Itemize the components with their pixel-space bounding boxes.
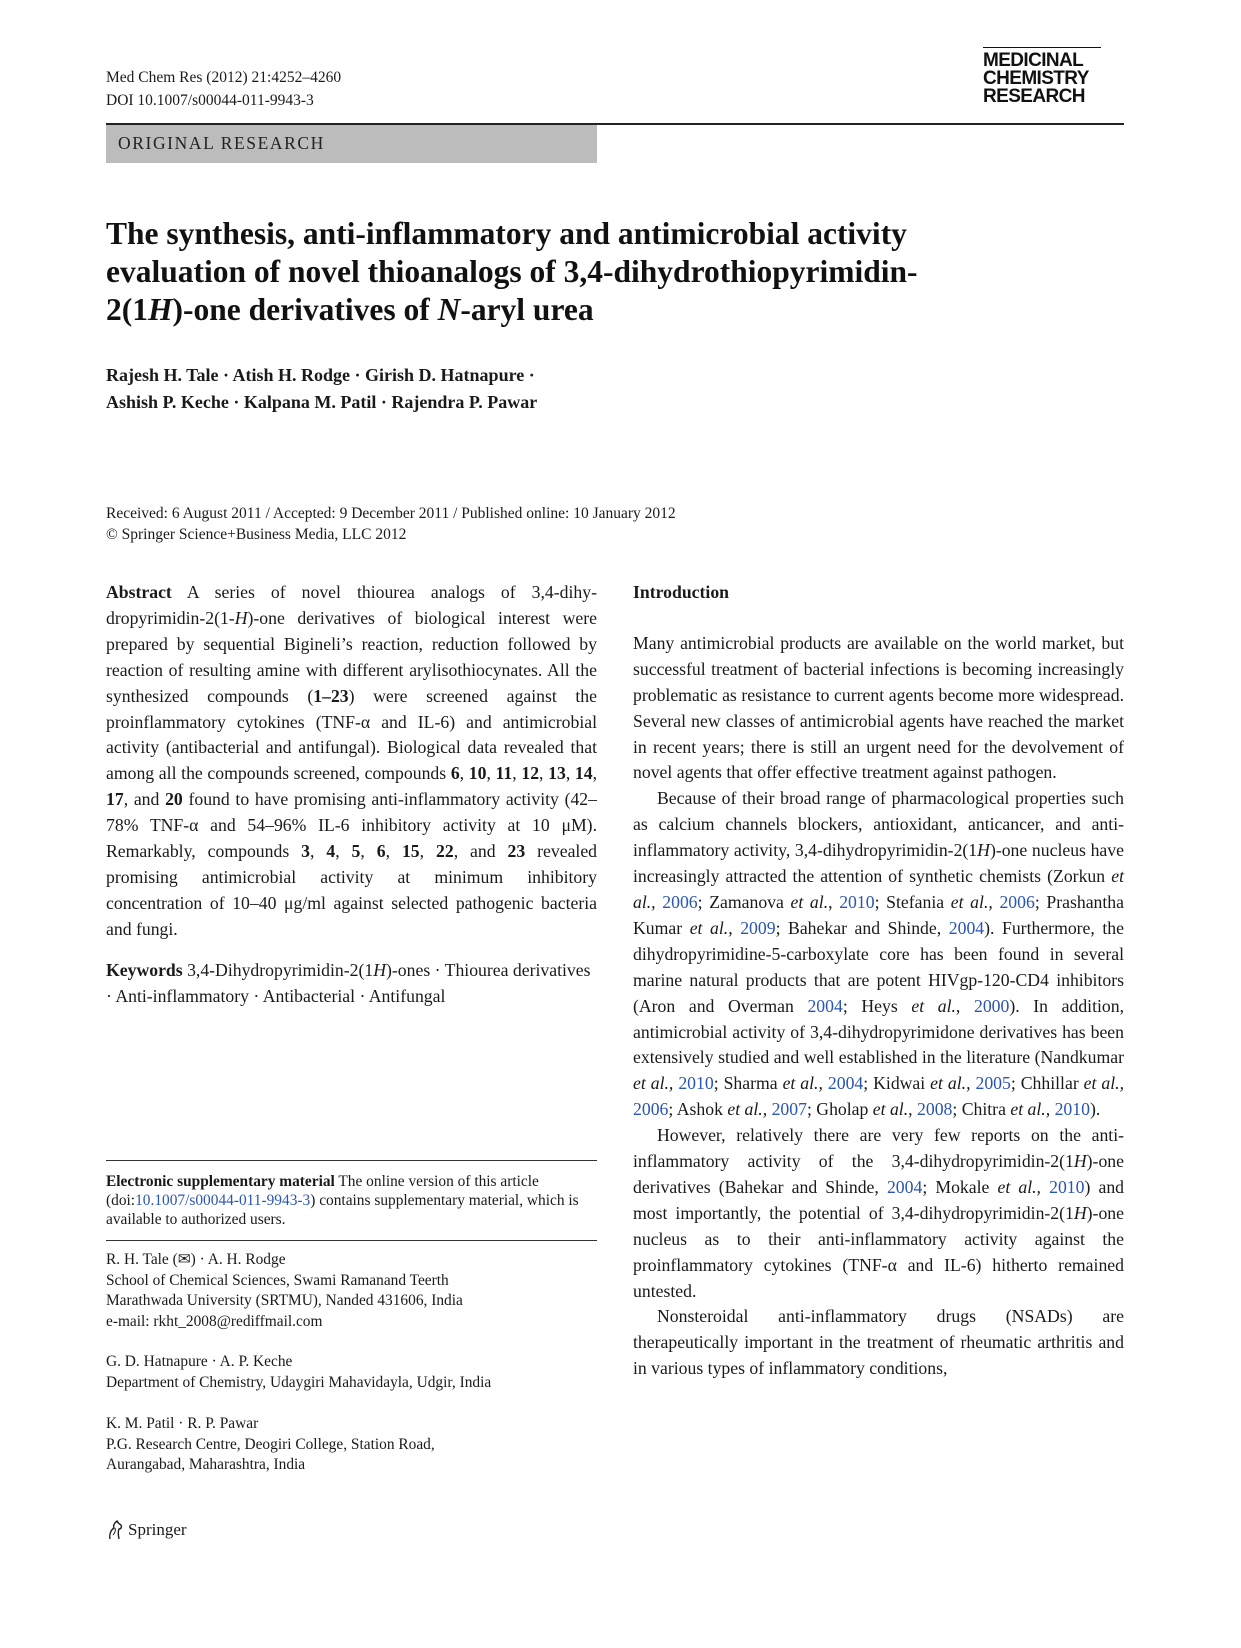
email: e-mail: rkht_2008@rediffmail.com <box>106 1312 323 1330</box>
citation-link[interactable]: 2004 <box>827 1073 864 1094</box>
citation-link[interactable]: 2004 <box>948 917 985 938</box>
article-title <box>106 215 1106 329</box>
keywords-heading: Keywords <box>106 959 183 980</box>
affiliation: K. M. Patil · R. P. Pawar P.G. Research Centre, Deogiri College, Station Road, Aurangabad, Maharashtra, India <box>106 1414 597 1476</box>
footnote-heading: Electronic supplementary material <box>106 1173 335 1190</box>
citation-link[interactable]: 2006 <box>662 891 698 912</box>
citation-link[interactable]: 2010 <box>1049 1176 1085 1197</box>
publisher-name: Springer <box>128 1520 187 1539</box>
left-column <box>106 580 597 1010</box>
supplementary-footnote: Electronic supplementary material The online version of this article (doi:10.1007/s00044-011-9943-3) contains supplementary material, which is available to authorized users. <box>106 1173 579 1228</box>
journal-citation: Med Chem Res (2012) 21:4252–4260 <box>106 69 342 86</box>
springer-horse-icon <box>106 1520 124 1540</box>
citation-link[interactable]: 2007 <box>771 1099 807 1120</box>
publication-dates <box>106 503 676 545</box>
citation-link[interactable]: 2010 <box>839 891 875 912</box>
abstract-heading: Abstract <box>106 582 172 602</box>
author-list <box>106 362 806 416</box>
footnote-rule <box>106 1160 597 1161</box>
affiliation-names: G. D. Hatnapure · A. P. Keche <box>106 1353 293 1370</box>
copyright: © Springer Science+Business Media, LLC 2012 <box>106 526 407 543</box>
logo-line: MEDICINAL <box>983 50 1084 71</box>
history-dates: Received: 6 August 2011 / Accepted: 9 December 2011 / Published online: 10 January 2012 <box>106 505 676 522</box>
journal-reference <box>106 66 341 112</box>
journal-doi: DOI 10.1007/s00044-011-9943-3 <box>106 92 314 109</box>
citation-link[interactable]: 2005 <box>975 1073 1011 1094</box>
keywords: Keywords 3,4-Dihydropyrimidin-2(1H)-ones · Thiourea derivatives · Anti-inflammatory · Antibacterial · Antifungal <box>106 959 591 1006</box>
affiliation: G. D. Hatnapure · A. P. Keche Department of Chemistry, Udaygiri Mahavidayla, Udgir, India <box>106 1352 597 1393</box>
citation-link[interactable]: 2006 <box>633 1099 669 1120</box>
paragraph: Because of their broad range of pharmacological properties such as calcium channels blockers, antioxidant, anticancer, and anti-inflammatory activity, 3,4-dihydropyrimidin-2(1H)-one nucleus have increasingly attracted the attention of synthetic chemists (Zorkun et al., 2006; Zamanova et al., 2010; Stefania et al., 2006; Prashantha Kumar et al., 2009; Bahekar and Shinde, 2004). Furthermore, the dihydropyrimidine-5-carboxylate core has been found in several marine natural products that are potent HIVgp-120-CD4 inhibitors (Aron and Overman 2004; Heys et al., 2000). In addition, antimicrobial activity of 3,4-dihydropyrimidone derivatives has been extensively studied and well established in the literature (Nandkumar et al., 2010; Sharma et al., 2004; Kidwai et al., 2005; Chhillar et al., 2006; Ashok et al., 2007; Gholap et al., 2008; Chitra et al., 2010). <box>633 788 1125 1120</box>
citation-link[interactable]: 2004 <box>886 1176 923 1197</box>
citation-link[interactable]: 2004 <box>807 995 843 1016</box>
abstract: Abstract A series of novel thiourea analogs of 3,4-dihy-dropyrimidin-2(1-H)-one derivatives of biological interest were prepared by sequential Bigineli’s reaction, reduction followed by reaction of resulting amine with different arylisothiocynates. All the synthesized compounds (1–23) were screened against the proinflammatory cytokines (TNF-α and IL-6) and antimicrobial activity (antibacterial and antifungal). Biological data revealed that among all the compounds screened, compounds 6, 10, 11, 12, 13, 14, 17, and 20 found to have promising anti-inflammatory activity (42–78% TNF-α and 54–96% IL-6 inhibitory activity at 10 μM). Remarkably, compounds 3, 4, 5, 6, 15, 22, and 23 revealed promising antimicrobial activity at minimum inhibitory concentration of 10–40 μg/ml against selected pathogenic bacteria and fungi. <box>106 582 598 939</box>
citation-link[interactable]: 2000 <box>973 995 1010 1016</box>
logo-rule <box>983 47 1101 48</box>
logo-line: RESEARCH <box>983 86 1085 107</box>
author-line: Rajesh H. Tale · Atish H. Rodge · Girish D. Hatnapure · <box>106 365 535 385</box>
title-line: evaluation of novel thioanalogs of 3,4-dihydrothiopyrimidin- <box>106 254 918 289</box>
doi-link[interactable]: 10.1007/s00044-011-9943-3 <box>135 1192 311 1209</box>
affiliation-names: R. H. Tale (✉) · A. H. Rodge <box>106 1251 286 1268</box>
logo-line: CHEMISTRY <box>983 68 1089 89</box>
author-line: Ashish P. Keche · Kalpana M. Patil · Rajendra P. Pawar <box>106 392 538 412</box>
affiliation-names: K. M. Patil · R. P. Pawar <box>106 1415 259 1432</box>
affiliation: R. H. Tale (✉) · A. H. Rodge School of Chemical Sciences, Swami Ramanand Teerth Marathwada University (SRTMU), Nanded 431606, India e-mail: rkht_2008@rediffmail.com <box>106 1250 597 1332</box>
citation-link[interactable]: 2009 <box>740 917 776 938</box>
journal-logo <box>983 52 1123 106</box>
footnote-rule <box>106 1240 597 1241</box>
paragraph: However, relatively there are very few reports on the anti-inflammatory activity of the 3,4-dihydropyrimidin-2(1H)-one derivatives (Bahekar and Shinde, 2004; Mokale et al., 2010) and most importantly, the potential of 3,4-dihydropyrimidin-2(1H)-one nucleus as to their anti-inflammatory activity against the proinflammatory cytokines (TNF-α and IL-6) hitherto remained untested. <box>633 1125 1125 1301</box>
citation-link[interactable]: 2010 <box>1054 1099 1090 1120</box>
publisher-footer <box>106 1520 187 1540</box>
title-line: 2(1H)-one derivatives of N-aryl urea <box>106 292 594 327</box>
paragraph: Many antimicrobial products are available on the world market, but successful treatment of bacterial infections is becoming increasingly problematic as resistance to current agents become more widespread. Several new classes of antimicrobial agents have reached the market in recent years; there is still an urgent need for the devolvement of novel agents that offer effective treatment against pathogen. <box>633 632 1124 783</box>
title-line: The synthesis, anti-inflammatory and antimicrobial activity <box>106 216 907 251</box>
citation-link[interactable]: 2008 <box>917 1099 953 1120</box>
citation-link[interactable]: 2006 <box>999 891 1035 912</box>
paragraph: Nonsteroidal anti-inflammatory drugs (NSADs) are therapeutically important in the treatment of rheumatic arthritis and in various types of inflammatory conditions, <box>633 1306 1124 1379</box>
section-label: ORIGINAL RESEARCH <box>118 133 325 153</box>
right-column <box>633 580 1124 1382</box>
introduction-heading: Introduction <box>633 582 729 602</box>
citation-link[interactable]: 2010 <box>678 1073 714 1094</box>
